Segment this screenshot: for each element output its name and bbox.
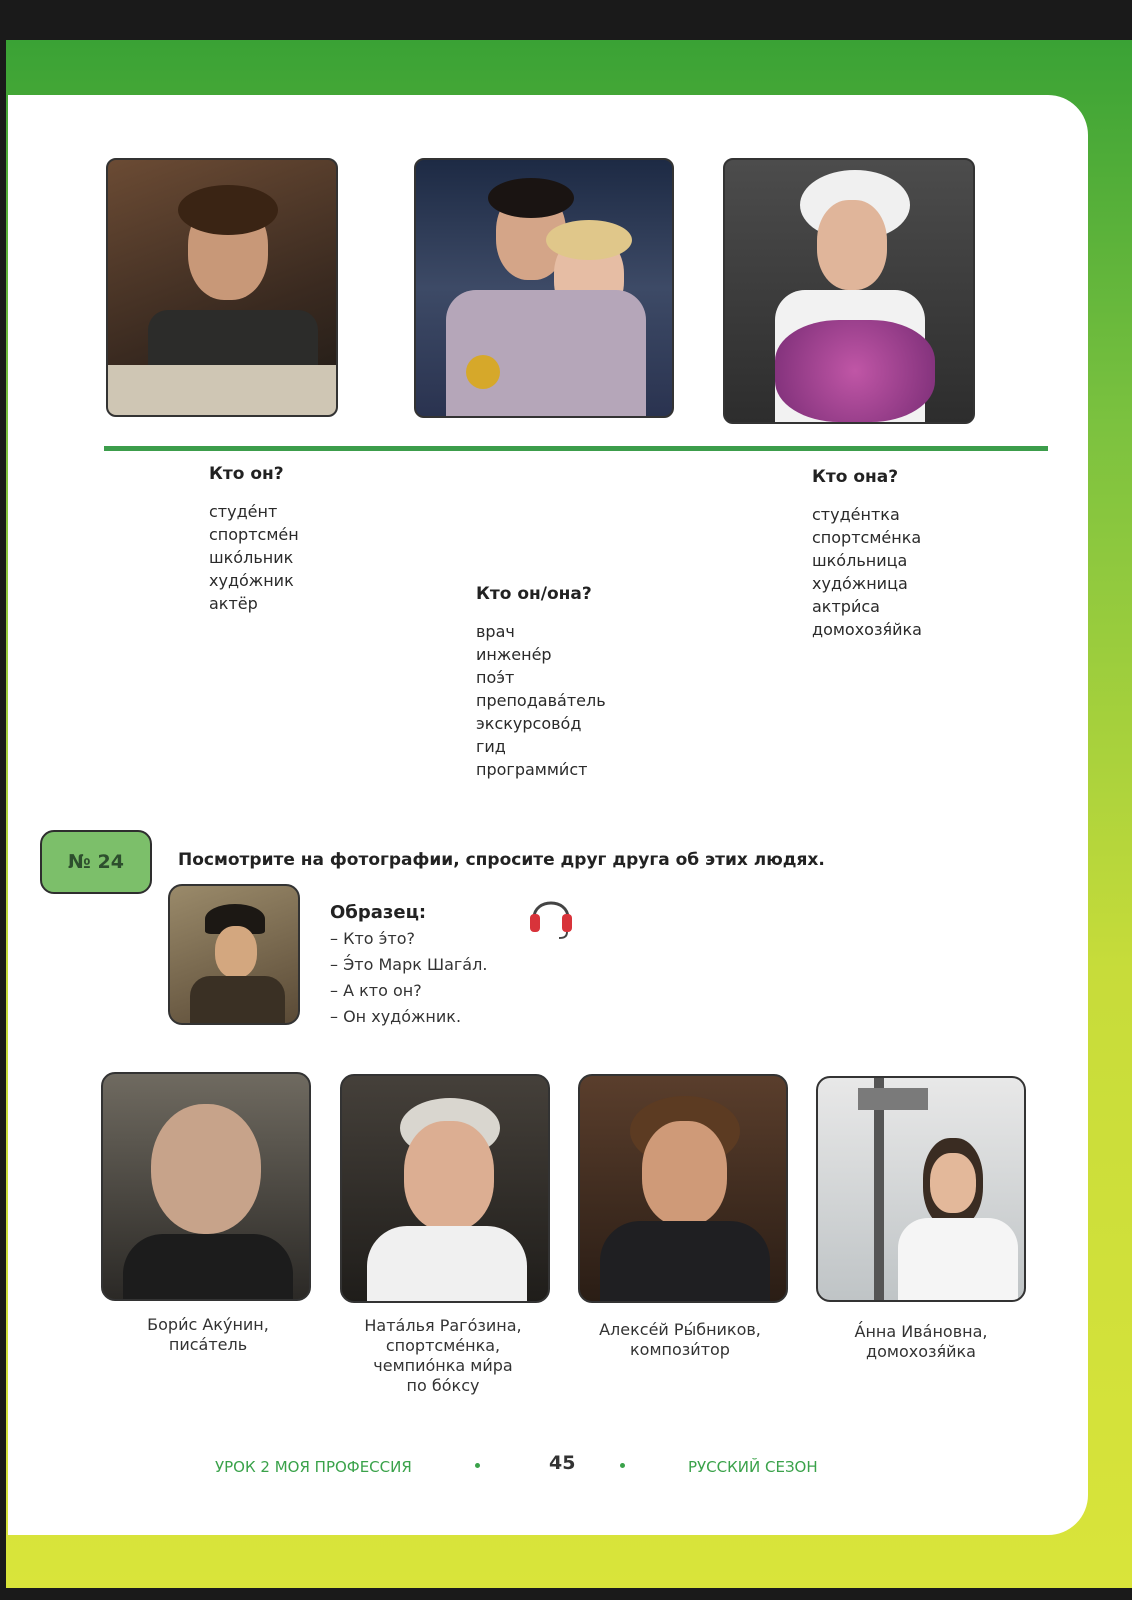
photo-chagall-portrait xyxy=(168,884,300,1025)
list-item: инженéр xyxy=(476,645,552,664)
list-item: худóжница xyxy=(812,574,908,593)
person-role: чемпиóнка ми́ра xyxy=(373,1356,513,1375)
list-item: гид xyxy=(476,737,506,756)
list-item: шкóльник xyxy=(209,548,294,567)
common-heading: Кто он/она? xyxy=(476,584,592,604)
person-name: Натáлья Рагóзина, xyxy=(364,1316,522,1335)
list-item: врач xyxy=(476,622,515,641)
list-item: актёр xyxy=(209,594,258,613)
list-item: поэ́т xyxy=(476,668,515,687)
list-item: программи́ст xyxy=(476,760,588,779)
sample-dialogue xyxy=(330,900,487,1030)
list-item: спортсмéн xyxy=(209,525,299,544)
male-heading: Кто он? xyxy=(209,464,284,484)
photo-schoolgirl xyxy=(723,158,975,424)
person-role: домохозя́йка xyxy=(866,1342,976,1361)
dialogue-line: – А кто он? xyxy=(330,981,422,1000)
person-name: Бори́с Акýнин, xyxy=(147,1315,269,1334)
photo-natalya-ragozina xyxy=(340,1074,550,1303)
footer-lesson: УРОК 2 МОЯ ПРОФЕССИЯ xyxy=(215,1458,412,1476)
headphones-icon[interactable] xyxy=(526,888,576,940)
dialogue-line: – Он худóжник. xyxy=(330,1007,462,1026)
page-number: 45 xyxy=(549,1452,576,1474)
list-item: преподавáтель xyxy=(476,691,606,710)
sample-heading: Образец: xyxy=(330,902,427,923)
list-item: домохозя́йка xyxy=(812,620,922,639)
photo-student-boy xyxy=(106,158,338,417)
caption-anna xyxy=(806,1322,1036,1362)
exercise-number-badge: № 24 xyxy=(40,830,152,894)
dialogue-line: – Э́то Марк Шагáл. xyxy=(330,955,488,974)
female-professions xyxy=(812,466,922,641)
list-item: студéнт xyxy=(209,502,278,521)
person-role: компози́тор xyxy=(630,1340,730,1359)
list-item: спортсмéнка xyxy=(812,528,922,547)
list-item: шкóльница xyxy=(812,551,908,570)
caption-ragozina xyxy=(328,1316,558,1396)
caption-rybnikov xyxy=(565,1320,795,1360)
person-name: А́нна Ивáновна, xyxy=(854,1322,988,1341)
list-item: худóжник xyxy=(209,571,294,590)
person-role: писáтель xyxy=(168,1335,248,1354)
footer-book-title: РУССКИЙ СЕЗОН xyxy=(688,1458,818,1476)
male-professions xyxy=(209,463,299,615)
person-name: Алексéй Ры́бников, xyxy=(599,1320,761,1339)
footer-dot xyxy=(475,1463,480,1468)
common-professions xyxy=(476,583,606,781)
photo-anna-ivanovna xyxy=(816,1076,1026,1302)
caption-akunin xyxy=(93,1315,323,1355)
exercise-task: Посмотрите на фотографии, спросите друг друга об этих людях. xyxy=(178,850,825,870)
photo-skating-couple xyxy=(414,158,674,418)
female-heading: Кто она? xyxy=(812,467,899,487)
list-item: студéнтка xyxy=(812,505,900,524)
footer-dot xyxy=(620,1463,625,1468)
photo-boris-akunin xyxy=(101,1072,311,1301)
photo-aleksey-rybnikov xyxy=(578,1074,788,1303)
list-item: экскурсовóд xyxy=(476,714,582,733)
person-role: спортсмéнка, xyxy=(385,1336,501,1355)
section-divider xyxy=(104,446,1048,451)
dialogue-line: – Кто э́то? xyxy=(330,929,416,948)
person-role: по бóксу xyxy=(406,1376,480,1395)
list-item: актри́са xyxy=(812,597,880,616)
